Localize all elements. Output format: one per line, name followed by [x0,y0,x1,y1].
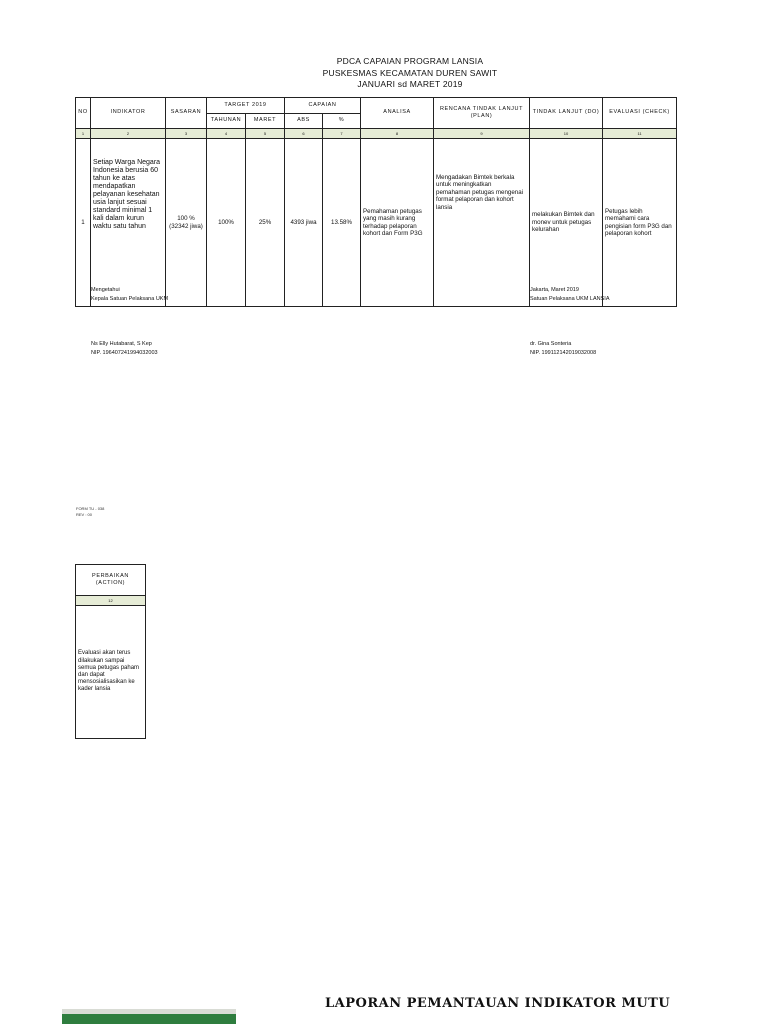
column-number: 3 [166,129,207,139]
header-percent: % [323,113,361,129]
header-capaian: CAPAIAN [285,98,361,114]
footer-green-bar [62,1014,236,1024]
header-tahunan: TAHUNAN [207,113,246,129]
cell-no: 1 [76,139,91,307]
header-tindak-lanjut: TINDAK LANJUT (DO) [530,98,603,129]
signature-left-footer [91,340,158,358]
cell-capaian-abs: 4393 jiwa [285,139,323,307]
cell-evaluasi: Petugas lebih memahami cara pengisian form P3G dan pelaporan kohort [603,139,677,307]
footer-title: LAPORAN PEMANTAUAN INDIKATOR MUTU [325,996,671,1011]
column-number: 6 [285,129,323,139]
column-number: 2 [91,129,166,139]
table-header-row [76,98,677,114]
signature-left-title: Kepala Satuan Pelaksana UKM [91,296,169,302]
document-title: PDCA CAPAIAN PROGRAM LANSIA [336,56,484,66]
signature-right-name: dr. Gina Sonteria [530,341,572,347]
column-number: 9 [434,129,530,139]
signature-right-header [530,286,610,304]
table-row [76,139,677,307]
cell-rencana: Mengadakan Bimtek berkala untuk meningkatkan pemahaman petugas mengenai format pelaporan dan kohort lansia [434,139,530,307]
cell-indikator: Setiap Warga Negara Indonesia berusia 60 tahun ke atas mendapatkan pelayanan kesehatan usia lanjut sesuai standard minimal 1 kali dalam kurun waktu satu tahun [91,139,166,307]
column-number: 11 [603,129,677,139]
cell-target-tahunan: 100% [207,139,246,307]
cell-tindak-lanjut: melakukan Bimtek dan monev untuk petugas kelurahan [530,139,603,307]
signature-left-header [91,286,168,304]
header-no: NO [76,98,91,129]
form-code-revision: REV : 00 [76,512,93,517]
signature-left-name: Ns Elly Hutabarat, S Kep [91,341,152,347]
form-code [76,506,104,518]
column-number: 12 [76,596,146,606]
header-maret: MARET [246,113,285,129]
cell-target-maret: 25% [246,139,285,307]
signature-right-place-date: Jakarta, Maret 2019 [530,287,579,293]
action-number-row [76,596,146,606]
form-code-number: FORM TU - 038 [76,506,105,511]
cell-analisa: Pemahaman petugas yang masih kurang terhadap pelaporan kohort dan Form P3G [361,139,434,307]
action-body-row [76,606,146,739]
document-subtitle-location: PUSKESMAS KECAMATAN DUREN SAWIT [322,67,498,78]
column-number: 5 [246,129,285,139]
header-sasaran: SASARAN [166,98,207,129]
signature-right-nip: NIP. 199112142019032008 [530,350,597,356]
column-number: 8 [361,129,434,139]
cell-sasaran: 100 % (32342 jiwa) [166,139,207,307]
column-number: 10 [530,129,603,139]
cell-capaian-percent: 13.58% [323,139,361,307]
cell-perbaikan: Evaluasi akan terus dilakukan sampai semua petugas paham dan dapat mensosialisasikan ke kader lansia [76,606,146,739]
header-perbaikan: PERBAIKAN (ACTION) [76,565,146,596]
signature-right-title: Satuan Pelaksana UKM LANSIA [530,296,610,302]
action-header-row [76,565,146,596]
header-target: TARGET 2019 [207,98,285,114]
header-abs: ABS [285,113,323,129]
pdca-table [75,97,677,307]
column-number: 4 [207,129,246,139]
signature-left-role: Mengetahui [91,287,120,293]
document-subtitle-period: JANUARI sd MARET 2019 [357,79,463,89]
action-table [75,564,146,739]
column-number: 7 [323,129,361,139]
header-indikator: INDIKATOR [91,98,166,129]
signature-left-nip: NIP. 196407241994032003 [91,350,158,356]
column-number-row [76,129,677,139]
document-title-block [0,56,768,91]
column-number: 1 [76,129,91,139]
header-evaluasi: EVALUASI (CHECK) [603,98,677,129]
header-rencana: RENCANA TINDAK LANJUT (PLAN) [434,98,530,129]
header-analisa: ANALISA [361,98,434,129]
signature-right-footer [530,340,596,358]
